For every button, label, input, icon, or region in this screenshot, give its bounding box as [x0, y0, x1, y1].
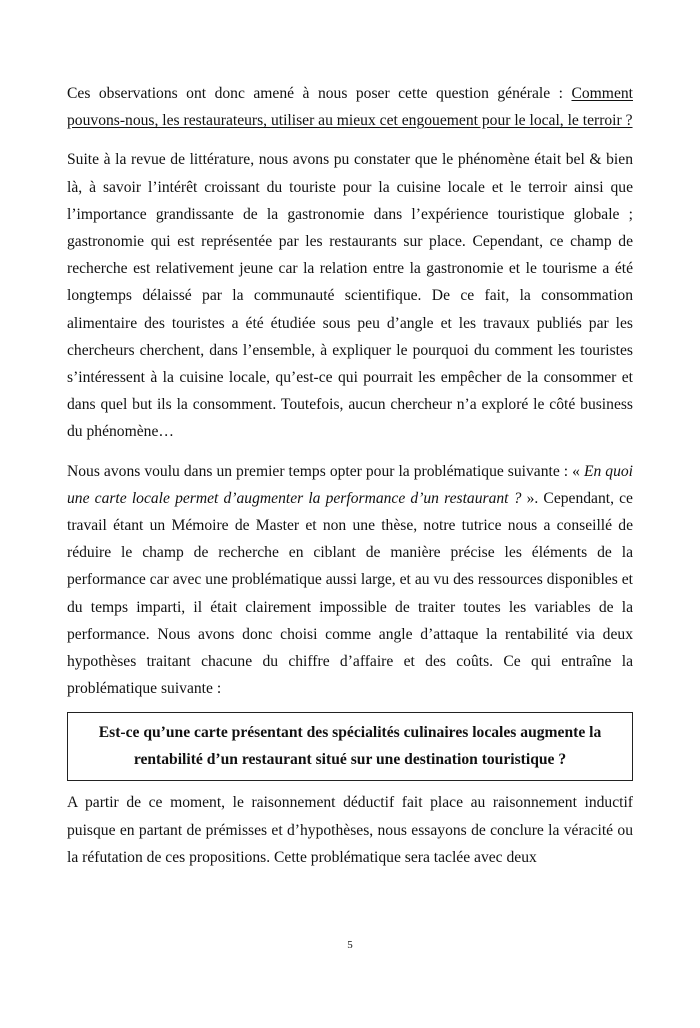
- paragraph-general-question-intro: Ces observations ont donc amené à nous poser cette question générale :: [67, 85, 572, 102]
- underlined-general-question: Comment pouvons-nous, les restaurateurs, utiliser au mieux cet engouement pour le local, le terroir ?: [67, 85, 633, 130]
- paragraph-reasoning: A partir de ce moment, le raisonnement déductif fait place au raisonnement inductif puisque en partant de prémisses et d’hypothèses, nous essayons de conclure la véracité ou la réfutation de ces propositions. Cette problématique sera taclée avec deux: [67, 794, 633, 866]
- initial-problem-question: En quoi une carte locale permet d’augmenter la performance d’un restaurant ?: [67, 462, 633, 507]
- document-page: [67, 80, 633, 871]
- paragraph-literature-review: Suite à la revue de littérature, nous avons pu constater que le phénomène était bel & bien là, à savoir l’intérêt croissant du touriste pour la cuisine locale et le terroir ainsi que l’importance grandissante de la gastronomie dans l’expérience touristique globale ; gastronomie qui est représentée par les restaurants sur place. Cependant, ce champ de recherche est relativement jeune car la relation entre la gastronomie et le tourisme a été longtemps délaissé par la communauté scientifique. De ce fait, la consommation alimentaire des touristes a été étudiée sous peu d’angle et les travaux publiés par les chercheurs cherchent, dans l’ensemble, à expliquer le pourquoi du comment les touristes s’intéressent à la cuisine locale, qu’est-ce qui pourrait les empêcher de la consommer et dans quel but ils la consomment. Toutefois, aucun chercheur n’a exploré le côté business du phénomène…: [67, 151, 633, 441]
- paragraph-spacer: [67, 446, 633, 458]
- paragraph-initial-problem: [67, 458, 633, 703]
- initial-problem-explanation: ». Cependant, ce travail étant un Mémoire de Master et non une thèse, notre tutrice nous a conseillé de réduire le champ de recherche en ciblant de manière précise les éléments de la performance car avec une problématique aussi large, et au vu des ressources disponibles et du temps imparti, il était clairement impossible de traiter toutes les variables de la performance. Nous avons donc choisi comme angle d’attaque la rentabilité via deux hypothèses traitant chacune du chiffre d’affaire et des coûts. Ce qui entraîne la problématique suivante :: [67, 489, 633, 698]
- page-number: 5: [347, 939, 353, 951]
- paragraph-spacer: [67, 134, 633, 146]
- initial-problem-intro: Nous avons voulu dans un premier temps opter pour la problématique suivante : «: [67, 462, 584, 480]
- research-question-line-2: rentabilité d’un restaurant situé sur une destination touristique ?: [133, 751, 567, 769]
- paragraph-general-question: [67, 80, 633, 134]
- research-question-line-1: Est-ce qu’une carte présentant des spécialités culinaires locales augmente la: [98, 724, 602, 742]
- research-question-box: [67, 712, 633, 781]
